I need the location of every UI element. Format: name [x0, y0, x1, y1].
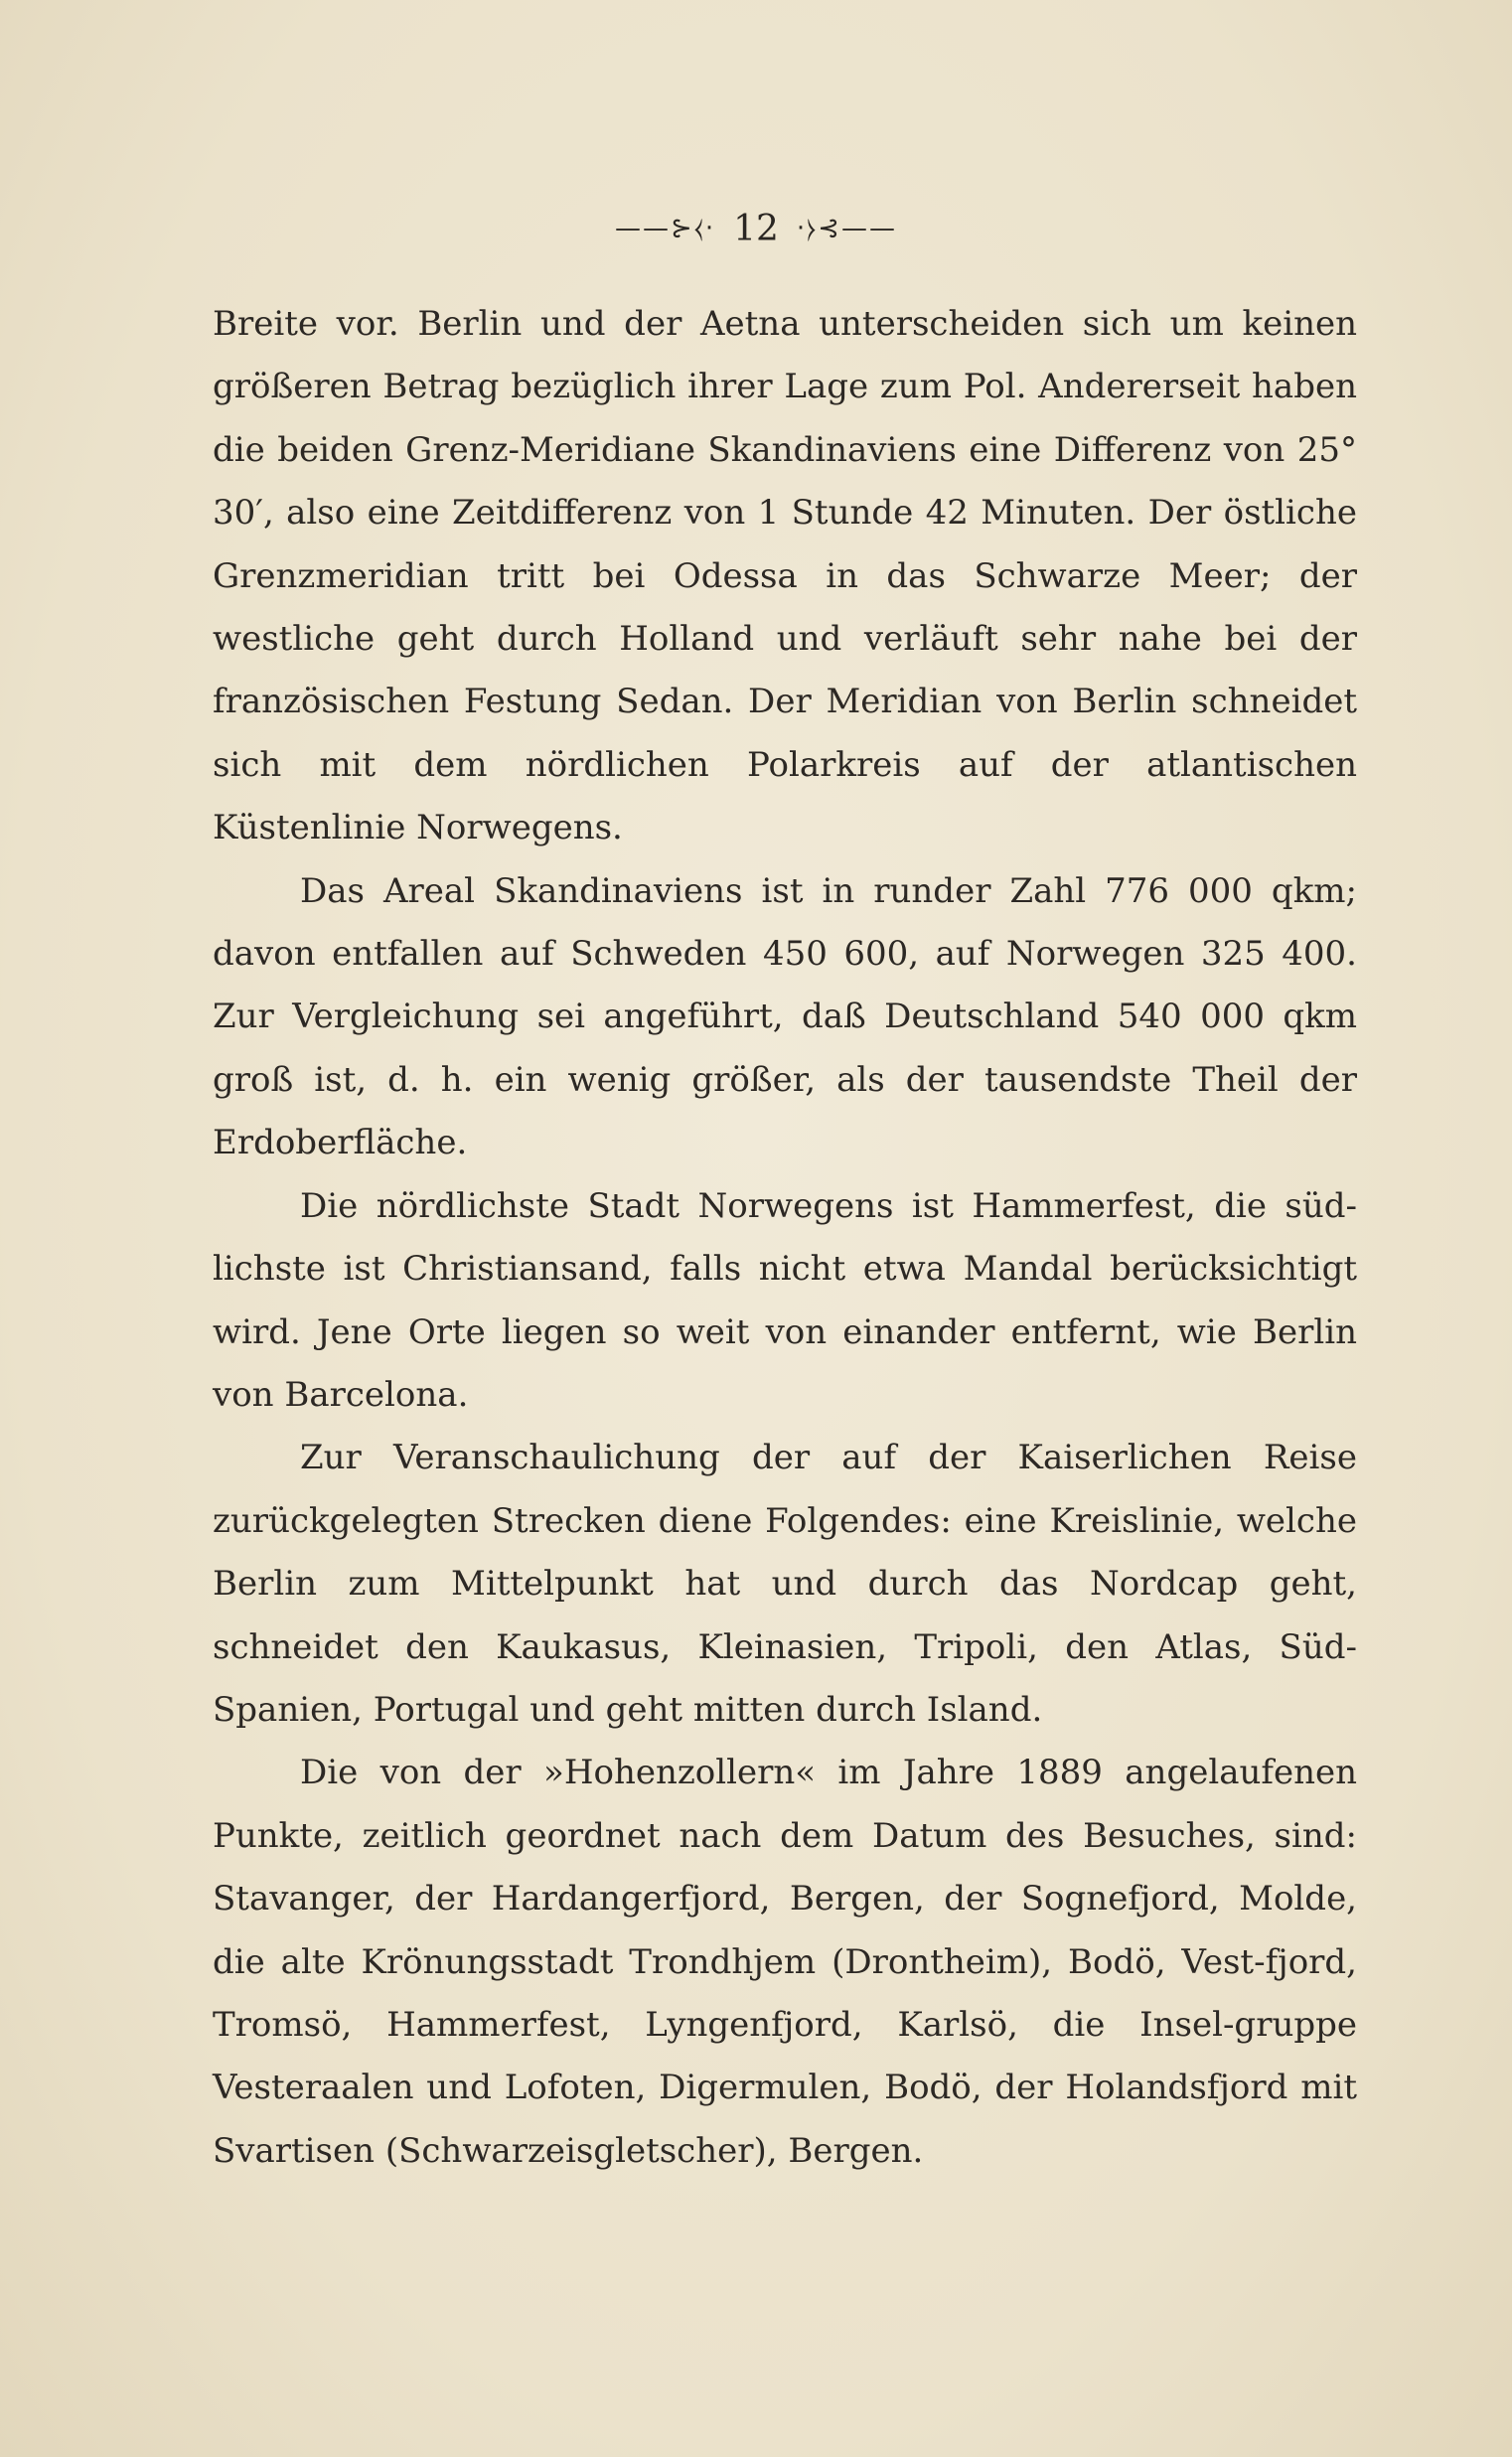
body-text — [213, 293, 1357, 2183]
paragraph-2: Das Areal Skandinaviens ist in runder Zahl 776 000 qkm; davon entfallen auf Schweden 450 600, auf Norwegen 325 400. Zur Vergleichung sei angeführt, daß Deutschland 540 000 qkm groß ist, d. h. ein wenig größer, als der tausendste Theil der Erdoberfläche. — [213, 870, 1357, 1163]
ornament-left-icon: ——⊱⧼· — [614, 213, 716, 243]
paragraph-4: Zur Veranschaulichung der auf der Kaiserlichen Reise zurückgelegten Strecken diene Folgendes: eine Kreislinie, welche Berlin zum Mittelpunkt hat und durch das Nordcap geht, schneidet den Kaukasus, Kleinasien, Tripoli, den Atlas, Süd-Spanien, Portugal und geht mitten durch Island. — [213, 1438, 1357, 1730]
paragraph-1: Breite vor. Berlin und der Aetna unterscheiden sich um keinen größeren Betrag bezüglich ihrer Lage zum Pol. Andererseit haben die beiden Grenz-Meridiane Skandinaviens eine Differenz von 25° 30′, also eine Zeitdifferenz von 1 Stunde 42 Minuten. Der östliche Grenzmeridian tritt bei Odessa in das Schwarze Meer; der westliche geht durch Holland und verläuft sehr nahe bei der französischen Festung Sedan. Der Meridian von Berlin schneidet sich mit dem nördlichen Polarkreis auf der atlantischen Küstenlinie Norwegens. — [213, 304, 1357, 848]
page-number: 12 — [733, 208, 779, 249]
paragraph-3: Die nördlichste Stadt Norwegens ist Hammerfest, die süd-lichste ist Christiansand, falls nicht etwa Mandal berücksichtigt wird. Jene Orte liegen so weit von einander entfernt, wie Berlin von Barcelona. — [213, 1185, 1357, 1415]
paragraph-5: Die von der »Hohenzollern« im Jahre 1889 angelaufenen Punkte, zeitlich geordnet nach dem Datum des Besuches, sind: Stavanger, der Hardangerfjord, Bergen, der Sognefjord, Molde, die alte Krönungsstadt Trondhjem (Drontheim), Bodö, Vest-fjord, Tromsö, Hammerfest, Lyngenfjord, Karlsö, die Insel-gruppe Vesteraalen und Lofoten, Digermulen, Bodö, der Holandsfjord mit Svartisen (Schwarzeisgletscher), Bergen. — [213, 1753, 1357, 2171]
page-header — [0, 199, 1512, 258]
ornament-right-icon: ·⧽⊰—— — [796, 213, 898, 243]
